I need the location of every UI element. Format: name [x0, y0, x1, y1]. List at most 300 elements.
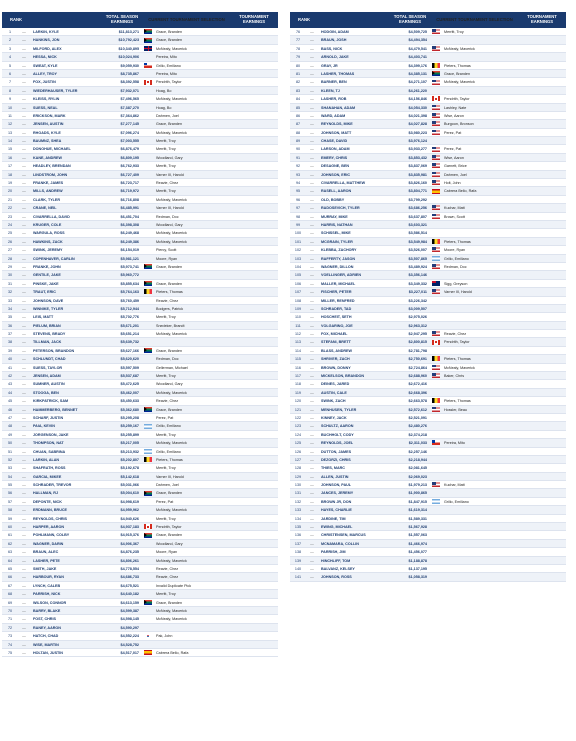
selection-cell: Grace, Branden: [156, 407, 183, 412]
table-row: [290, 456, 566, 464]
flag-kr-icon: [144, 633, 152, 638]
participant-cell: MILLS, ANDREW: [33, 189, 63, 194]
flag-cell: [430, 120, 442, 127]
total-earnings-cell: $5,764,163: [120, 290, 139, 295]
selection-cell: [442, 506, 518, 513]
total-earnings-cell: $1,058,319: [408, 575, 427, 580]
rank-cell: 130: [294, 483, 302, 488]
rank-cell: 88: [295, 130, 301, 135]
total-earnings-cell: $3,826,160: [408, 181, 427, 186]
movement-cell: —: [22, 147, 26, 152]
movement-cell: —: [310, 516, 314, 521]
selection-cell: [442, 305, 518, 312]
flag-cell: [430, 145, 442, 152]
tournament-earnings-cell: [518, 280, 566, 287]
tournament-earnings-cell: [518, 338, 566, 345]
flag-us-icon: [432, 264, 440, 269]
tournament-earnings-cell: [518, 389, 566, 396]
table-row: [2, 305, 278, 313]
participant-cell: FOX, JUSTIN: [33, 80, 56, 85]
table-row: [2, 439, 278, 447]
table-row: [290, 53, 566, 61]
movement-cell: —: [22, 256, 26, 261]
movement-cell: —: [310, 80, 314, 85]
movement-cell: —: [310, 206, 314, 211]
rank-cell: 110: [295, 315, 301, 320]
table-row: [2, 179, 278, 187]
total-earnings-cell: $8,735,867: [120, 71, 139, 76]
participant-cell: VOELLINGER, ADRIEN: [321, 273, 362, 278]
rank-cell: 92: [295, 164, 301, 169]
rank-cell: 11: [8, 113, 12, 118]
tournament-earnings-cell: [230, 271, 278, 278]
tournament-earnings-cell: [518, 104, 566, 111]
total-earnings-cell: $4,271,107: [408, 80, 427, 85]
movement-cell: —: [22, 374, 26, 379]
flag-cell: [430, 380, 442, 387]
header-participant: PARTICIPANT: [53, 16, 81, 22]
rank-cell: 112: [295, 332, 301, 337]
tournament-earnings-cell: [230, 464, 278, 471]
movement-cell: —: [310, 164, 314, 169]
total-earnings-cell: $3,799,292: [408, 197, 427, 202]
tournament-earnings-cell: [230, 28, 278, 35]
rank-cell: 48: [7, 424, 13, 429]
flag-cell: [142, 582, 154, 589]
total-earnings-cell: $5,450,633: [120, 399, 139, 404]
table-row: [290, 380, 566, 388]
tournament-earnings-cell: [518, 28, 566, 35]
movement-cell: —: [22, 113, 26, 118]
selection-cell: McNealy, Maverick: [156, 332, 187, 337]
movement-cell: —: [22, 323, 26, 328]
flag-cell: [430, 137, 442, 144]
participant-cell: SHRIVER, ZACH: [321, 357, 350, 362]
selection-cell: Moore, Ryan: [156, 550, 178, 555]
movement-cell: —: [22, 491, 26, 496]
tournament-earnings-cell: [518, 229, 566, 236]
rank-cell: 122: [294, 415, 302, 420]
participant-cell: SWINK, ZACH: [321, 399, 346, 404]
participant-cell: VOLGARINO, JOE: [321, 323, 353, 328]
table-row: [290, 238, 566, 246]
table-row: [2, 271, 278, 279]
movement-cell: —: [310, 550, 314, 555]
flag-cell: [142, 313, 154, 320]
rank-cell: 118: [295, 382, 301, 387]
selection-cell: [442, 473, 518, 480]
rank-cell: 66: [7, 575, 13, 580]
rank-cell: 29: [7, 264, 13, 269]
rank-cell: 134: [294, 516, 302, 521]
rank-cell: 86: [295, 113, 301, 118]
tournament-earnings-cell: [518, 238, 566, 245]
table-row: [2, 246, 278, 254]
table-row: [2, 489, 278, 497]
movement-cell: —: [310, 407, 314, 412]
table-row: [2, 238, 278, 246]
flag-za-icon: [144, 600, 152, 605]
participant-cell: KANE, ANDREW: [33, 155, 62, 160]
flag-cell: [142, 322, 154, 329]
rank-cell: 133: [294, 508, 302, 513]
participant-cell: SMITH, JAKE: [33, 567, 57, 571]
flag-cell: [430, 288, 442, 295]
total-earnings-cell: $5,671,201: [120, 323, 139, 328]
participant-cell: CHRISTENSEN, MARCUS: [321, 533, 366, 538]
participant-cell: DEZORZI, CHRIS: [321, 457, 351, 462]
flag-es-icon: [144, 650, 152, 655]
total-earnings-cell: $5,362,680: [120, 407, 139, 412]
table-row: [2, 590, 278, 598]
total-earnings-cell: $6,485,991: [120, 206, 139, 211]
movement-cell: —: [310, 248, 314, 253]
flag-cell: [430, 95, 442, 102]
flag-cell: [142, 649, 154, 656]
movement-cell: —: [310, 525, 314, 530]
total-earnings-cell: $4,494,354: [408, 38, 427, 43]
tournament-earnings-cell: [518, 448, 566, 455]
movement-cell: —: [310, 508, 314, 513]
selection-cell: Pak, John: [156, 634, 173, 639]
table-row: [2, 263, 278, 271]
total-earnings-cell: $5,651,214: [120, 332, 139, 337]
table-row: [290, 498, 566, 506]
total-earnings-cell: $6,398,308: [120, 222, 139, 227]
movement-cell: —: [22, 248, 26, 253]
flag-cell: [430, 87, 442, 94]
flag-cell: [430, 297, 442, 304]
tournament-earnings-cell: [230, 372, 278, 379]
participant-cell: KINNEY, JACK: [321, 415, 347, 420]
participant-cell: BRAUN, JOSH: [321, 38, 347, 43]
participant-cell: HAMMERBERG, BENNET: [33, 407, 78, 412]
total-earnings-cell: $4,778,554: [120, 567, 139, 571]
flag-cell: [430, 439, 442, 446]
participant-cell: FOX, MICHAEL: [321, 332, 348, 337]
selection-cell: Pieters, Thomas: [156, 290, 183, 295]
flag-cell: [142, 171, 154, 178]
table-row: [290, 397, 566, 405]
flag-za-icon: [144, 29, 152, 34]
tournament-earnings-cell: [518, 179, 566, 186]
tournament-earnings-cell: [518, 322, 566, 329]
movement-cell: —: [22, 214, 26, 219]
rank-cell: 82: [295, 80, 301, 85]
movement-cell: —: [22, 608, 26, 613]
table-row: [290, 313, 566, 321]
movement-cell: —: [310, 172, 314, 177]
movement-cell: —: [22, 516, 26, 521]
rank-cell: 70: [7, 608, 13, 613]
tournament-earnings-cell: [230, 540, 278, 547]
table-row: [290, 523, 566, 531]
participant-cell: BAUMNZ, SHEA: [33, 139, 62, 144]
flag-cell: [430, 506, 442, 513]
total-earnings-cell: $3,837,069: [408, 164, 427, 169]
selection-cell: McNealy, Maverick: [156, 97, 187, 102]
flag-gb-icon: [144, 46, 152, 51]
rank-cell: 61: [7, 533, 13, 538]
tournament-earnings-cell: [230, 263, 278, 270]
selection-cell: [442, 137, 518, 144]
rank-cell: 89: [295, 139, 301, 144]
total-earnings-cell: $1,567,928: [408, 525, 427, 530]
selection-cell: [442, 380, 518, 387]
selection-cell: Dahmen, Joel: [444, 172, 467, 177]
participant-cell: BRAUN, ALEC: [33, 550, 59, 555]
tournament-earnings-cell: [230, 330, 278, 337]
selection-cell: McNealy, Maverick: [156, 130, 187, 135]
selection-cell: Grace, Branden: [156, 533, 183, 538]
flag-cell: [142, 305, 154, 312]
total-earnings-cell: $2,521,091: [408, 415, 427, 420]
flag-cell: [430, 104, 442, 111]
flag-cell: [142, 87, 154, 94]
movement-cell: —: [22, 340, 26, 345]
flag-us-icon: [432, 365, 440, 370]
tournament-earnings-cell: [518, 120, 566, 127]
total-earnings-cell: $2,781,798: [408, 348, 427, 353]
rank-cell: 41: [7, 365, 13, 370]
participant-cell: FRANKE, JOHN: [33, 264, 61, 269]
rank-cell: 136: [294, 533, 302, 538]
movement-cell: —: [22, 332, 26, 337]
movement-cell: —: [310, 231, 314, 236]
selection-cell: Piercy, Scott: [156, 248, 177, 253]
flag-cell: [142, 557, 154, 564]
rank-cell: 95: [295, 189, 301, 194]
participant-cell: BASS, NICK: [321, 46, 343, 51]
total-earnings-cell: $5,620,620: [120, 357, 139, 362]
table-row: [2, 431, 278, 439]
participant-cell: SUESS, TAYLOR: [33, 365, 63, 370]
selection-cell: Merritt, Troy: [156, 592, 176, 597]
flag-cell: [142, 120, 154, 127]
total-earnings-cell: $4,998,619: [120, 499, 139, 504]
total-earnings-cell: $3,489,924: [408, 264, 427, 269]
table-row: [2, 515, 278, 523]
table-row: [2, 322, 278, 330]
rank-cell: 106: [294, 281, 302, 286]
rank-cell: 55: [7, 483, 13, 488]
flag-cell: [142, 45, 154, 52]
selection-cell: [442, 414, 518, 421]
tournament-earnings-cell: [518, 414, 566, 421]
flag-cell: [430, 78, 442, 85]
table-row: [2, 145, 278, 153]
rank-cell: 75: [7, 650, 13, 655]
selection-cell: Reavie, Chez: [156, 575, 179, 580]
tournament-earnings-cell: [518, 129, 566, 136]
participant-cell: MCNAMARA, COLLIN: [321, 541, 359, 546]
header-selection: CURRENT TOURNAMENT SELECTION: [436, 16, 513, 22]
tournament-earnings-cell: [518, 431, 566, 438]
rank-cell: 103: [294, 256, 302, 261]
flag-cell: [142, 615, 154, 622]
participant-cell: HAYES, CHARLIE: [321, 508, 352, 513]
total-earnings-cell: $4,021,398: [408, 113, 427, 118]
table-row: [2, 498, 278, 506]
rank-cell: 100: [294, 231, 302, 236]
selection-cell: Pendrith, Taylor: [156, 80, 182, 85]
movement-cell: —: [22, 617, 26, 622]
rank-cell: 132: [294, 499, 302, 504]
tournament-earnings-cell: [230, 313, 278, 320]
table-row: [290, 78, 566, 86]
participant-cell: RANEY, AARON: [33, 625, 61, 630]
flag-cell: [142, 439, 154, 446]
tournament-earnings-cell: [230, 162, 278, 169]
total-earnings-cell: $4,940,626: [120, 516, 139, 521]
rank-cell: 12: [7, 122, 13, 127]
participant-cell: REYNOLDS, JOEL: [321, 441, 354, 446]
tournament-earnings-cell: [230, 246, 278, 253]
participant-cell: JOHNSON, ERIC: [321, 172, 351, 177]
table-header: [290, 12, 566, 28]
flag-cell: [430, 431, 442, 438]
participant-cell: JOHNSON, PAUL: [321, 483, 352, 488]
table-row: [290, 364, 566, 372]
flag-cell: [142, 288, 154, 295]
participant-cell: BARRY, BLAKE: [33, 608, 61, 613]
rank-cell: 47: [7, 415, 13, 420]
flag-us-icon: [432, 180, 440, 185]
participant-cell: TRAUT, ERIC: [33, 290, 56, 295]
total-earnings-cell: $8,392,558: [120, 80, 139, 85]
rank-cell: 113: [295, 340, 301, 345]
flag-cell: [142, 456, 154, 463]
movement-cell: —: [310, 441, 314, 446]
rank-cell: 2: [8, 38, 12, 43]
total-earnings-cell: $4,552,224: [120, 634, 139, 639]
participant-cell: SHANAHAN, ADAM: [321, 105, 356, 110]
tournament-earnings-cell: [518, 481, 566, 488]
rank-cell: 21: [7, 197, 13, 202]
flag-cell: [142, 414, 154, 421]
flag-cell: [142, 196, 154, 203]
tournament-earnings-cell: [230, 523, 278, 530]
tournament-earnings-cell: [230, 255, 278, 262]
participant-cell: SCHLUNDT, CHAD: [33, 357, 66, 362]
rank-cell: 44: [7, 390, 13, 395]
flag-ca-icon: [432, 340, 440, 345]
selection-cell: [442, 53, 518, 60]
total-earnings-cell: $3,835,981: [408, 172, 427, 177]
selection-cell: Merritt, Troy: [156, 516, 176, 521]
total-earnings-cell: $4,528,752: [120, 642, 139, 647]
table-row: [290, 154, 566, 162]
participant-cell: MILLER, RENFRED: [321, 298, 355, 303]
flag-cell: [142, 204, 154, 211]
participant-cell: MILFORD, ALEX: [33, 46, 62, 51]
rank-cell: 84: [295, 97, 301, 102]
total-earnings-cell: $6,719,972: [120, 189, 139, 194]
participant-cell: ERDMANN, BRUCE: [33, 508, 68, 513]
participant-cell: SCHRADER, TAD: [321, 306, 352, 311]
table-row: [290, 431, 566, 439]
flag-cell: [142, 548, 154, 555]
flag-cell: [430, 53, 442, 60]
movement-cell: —: [22, 97, 26, 102]
total-earnings-cell: $2,572,612: [408, 407, 427, 412]
participant-cell: ERICKSON, MARK: [33, 113, 66, 118]
rank-cell: 93: [295, 172, 301, 177]
tournament-earnings-cell: [230, 179, 278, 186]
table-row: [290, 489, 566, 497]
flag-cell: [142, 187, 154, 194]
table-row: [2, 196, 278, 204]
participant-cell: SCHISSEL, MIKE: [321, 231, 351, 236]
tournament-earnings-cell: [230, 397, 278, 404]
tournament-earnings-cell: [518, 573, 566, 580]
selection-cell: Pereira, Mito: [156, 55, 177, 60]
selection-cell: [442, 87, 518, 94]
movement-cell: —: [310, 264, 314, 269]
total-earnings-cell: $1,979,213: [408, 483, 427, 488]
movement-cell: —: [310, 533, 314, 538]
selection-cell: Cabrera Bello, Rafa: [444, 189, 477, 194]
tournament-earnings-cell: [518, 137, 566, 144]
tournament-earnings-cell: [518, 397, 566, 404]
rank-cell: 8: [8, 88, 12, 93]
participant-cell: HATCH, CHAD: [33, 634, 59, 639]
selection-cell: Garnett, Brice: [444, 164, 467, 169]
tournament-earnings-cell: [230, 364, 278, 371]
total-earnings-cell: $5,004,610: [120, 491, 139, 496]
rank-cell: 96: [295, 197, 301, 202]
rank-cell: 97: [295, 206, 301, 211]
table-header: [2, 12, 278, 28]
tournament-earnings-cell: [518, 112, 566, 119]
flag-cell: [430, 112, 442, 119]
selection-cell: Grace, Branden: [156, 122, 183, 127]
tournament-earnings-cell: [518, 154, 566, 161]
flag-cell: [142, 473, 154, 480]
total-earnings-cell: $6,249,386: [120, 239, 139, 244]
movement-cell: —: [310, 474, 314, 479]
flag-cell: [430, 540, 442, 547]
movement-cell: —: [310, 181, 314, 186]
rank-cell: 22: [7, 206, 13, 211]
selection-cell: McNealy, Maverick: [156, 441, 187, 446]
tournament-earnings-cell: [518, 213, 566, 220]
total-earnings-cell: $4,675,521: [120, 583, 139, 588]
flag-cell: [142, 145, 154, 152]
movement-cell: —: [22, 449, 26, 454]
rank-cell: 120: [294, 399, 302, 404]
tournament-earnings-cell: [518, 87, 566, 94]
total-earnings-cell: $7,277,145: [120, 122, 139, 127]
movement-cell: —: [22, 558, 26, 563]
table-row: [2, 355, 278, 363]
selection-cell: McNealy, Maverick: [156, 46, 187, 51]
movement-cell: —: [310, 306, 314, 311]
table-row: [290, 464, 566, 472]
rank-cell: 57: [7, 499, 13, 504]
flag-us-icon: [432, 373, 440, 378]
tournament-earnings-cell: [230, 221, 278, 228]
table-row: [290, 213, 566, 221]
selection-cell: [154, 641, 230, 648]
total-earnings-cell: $4,806,261: [120, 558, 139, 563]
tournament-earnings-cell: [518, 62, 566, 69]
total-earnings-cell: $3,009,507: [408, 306, 427, 311]
participant-cell: PAIA, KEVIN: [33, 424, 55, 429]
total-earnings-cell: $5,142,618: [120, 474, 139, 479]
tournament-earnings-cell: [518, 171, 566, 178]
table-row: [290, 45, 566, 53]
